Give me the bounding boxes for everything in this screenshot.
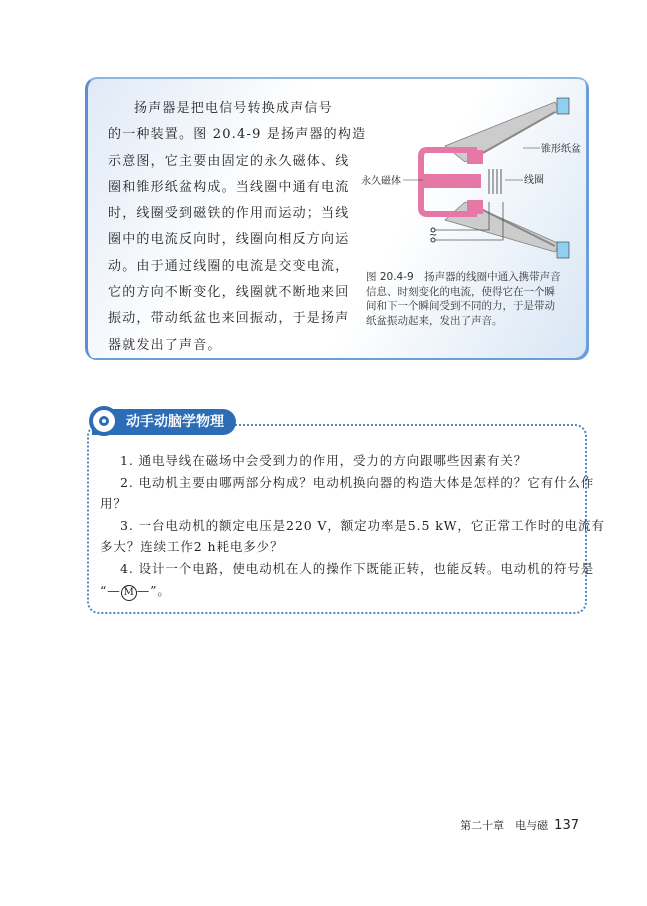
activity-title: 动手动脑学物理 — [92, 409, 236, 435]
question-line: 多大？连续工作2 h耗电多少？ — [100, 539, 284, 555]
coil-label: 线圈 — [524, 175, 544, 186]
text-line: 示意图，它主要由固定的永久磁体、线 — [108, 153, 350, 169]
quote-close: ”。 — [150, 582, 171, 598]
magnet-label: 永久磁体 — [361, 176, 401, 187]
text-line: 圈中的电流反向时，线圈向相反方向运 — [108, 232, 350, 248]
page-number: 137 — [554, 818, 579, 833]
caption-line: 图 20.4-9 扬声器的线圈中通入携带声音 — [366, 271, 561, 283]
text-line: 扬声器是把电信号转换成声信号 — [134, 101, 333, 116]
caption-line: 信息、时刻变化的电流，使得它在一个瞬 — [366, 285, 555, 298]
cone-edge-top — [557, 98, 569, 114]
speaker-diagram — [345, 90, 585, 265]
text-line: 时，线圈受到磁铁的作用而运动；当线 — [108, 206, 350, 222]
text-line: 圈和锥形纸盆构成。当线圈中通有电流 — [108, 179, 350, 195]
quote-open: “ — [100, 582, 108, 598]
caption-line: 纸盆振动起来，发出了声音。 — [366, 314, 503, 327]
motor-symbol-line — [100, 580, 580, 602]
page-footer — [460, 817, 579, 833]
motor-symbol-icon: — M — — [107, 583, 150, 598]
motor-symbol-letter: M — [121, 585, 137, 601]
question-line: 1. 通电导线在磁场中会受到力的作用，受力的方向跟哪些因素有关？ — [120, 453, 528, 468]
chapter-title: 第二十章 电与磁 — [460, 819, 549, 832]
cone-edge-bottom — [557, 242, 569, 258]
text-line: 振动，带动纸盆也来回振动，于是扬声 — [108, 311, 350, 327]
cone-label: 锥形纸盆 — [541, 144, 581, 155]
intro-text — [108, 96, 367, 359]
question-line: 用？ — [100, 496, 127, 512]
question-line: 4. 设计一个电路，使电动机在人的操作下既能正转，也能反转。电动机的符号是 — [120, 560, 595, 576]
activity-questions — [100, 450, 605, 601]
text-line: 器就发出了声音。 — [108, 337, 222, 353]
question-line: 2. 电动机主要由哪两部分构成？电动机换向器的构造大体是怎样的？它有什么作 — [120, 474, 595, 490]
ac-label: ~ — [429, 230, 438, 241]
question-line: 3. 一台电动机的额定电压是220 V，额定功率是5.5 kW，它正常工作时的电流有 — [120, 517, 605, 533]
caption-line: 间和下一个瞬间受到不同的力，于是带动 — [366, 300, 555, 312]
text-line: 的一种装置。图 20.4-9 是扬声器的构造 — [108, 127, 367, 143]
figure-caption — [366, 270, 586, 328]
text-line: 动。由于通过线圈的电流是交变电流， — [108, 258, 350, 274]
target-icon — [89, 406, 119, 436]
text-line: 它的方向不断变化，线圈就不断地来回 — [108, 285, 350, 301]
